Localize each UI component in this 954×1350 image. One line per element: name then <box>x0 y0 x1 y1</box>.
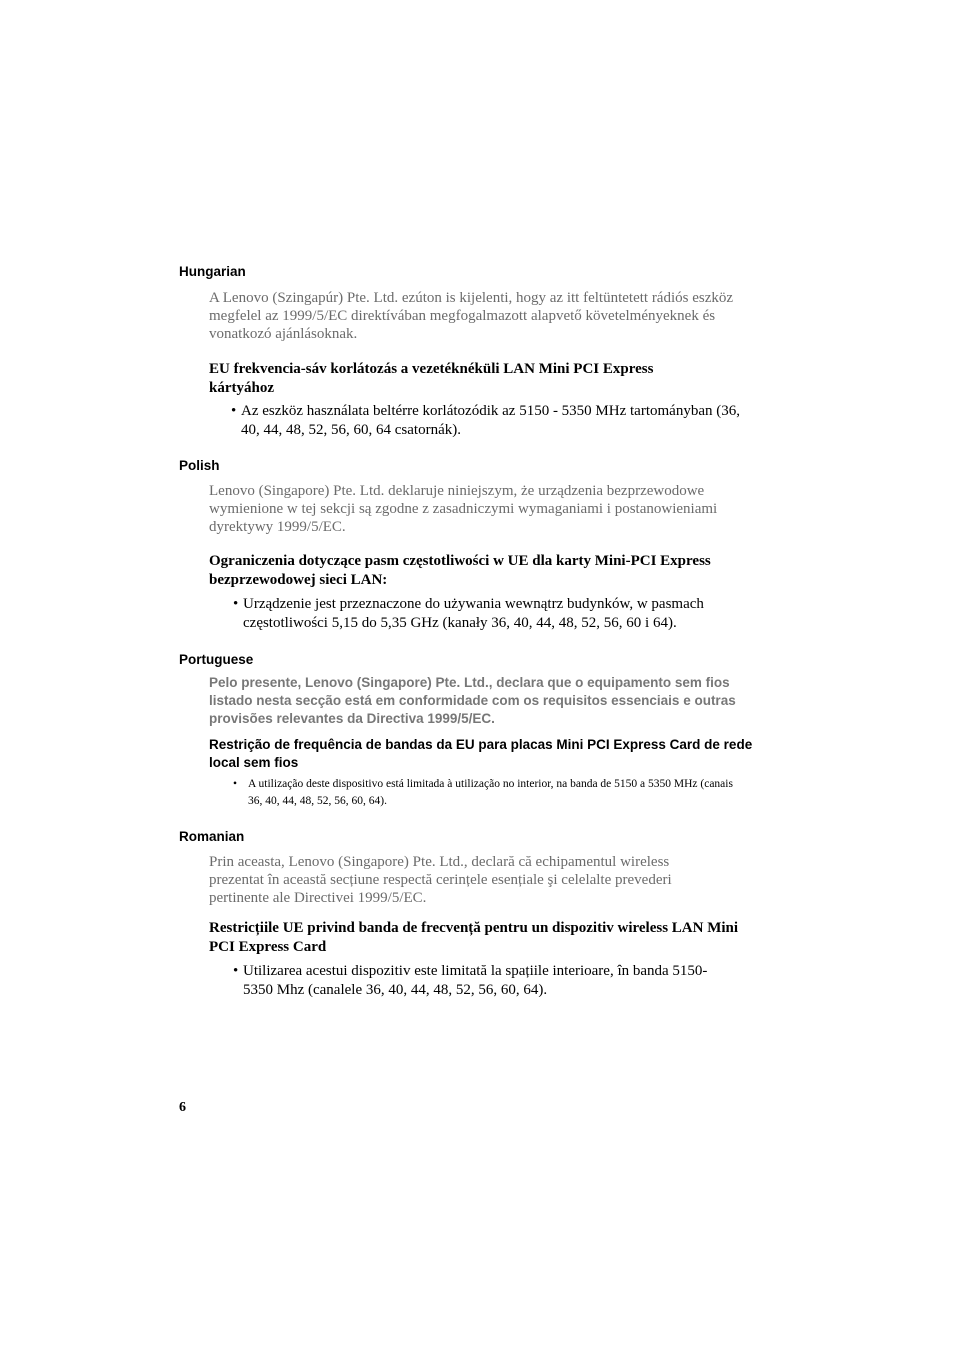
bullet-item-romanian <box>233 962 713 999</box>
page-number: 6 <box>179 1100 186 1115</box>
declaration-portuguese: Pelo presente, Lenovo (Singapore) Pte. Ltd., declara que o equipamento sem fios listado nesta secção está em conformidade com os requisitos essenciais e outras provisões relevantes da Directiva 1999/5/EC. <box>209 675 736 726</box>
bullet-dot: • <box>233 963 239 979</box>
bullet-item-portuguese <box>233 776 748 810</box>
section-heading-portuguese: Portuguese <box>179 652 254 667</box>
bullet-text-romanian: Utilizarea acestui dispozitiv este limitată la spațiile interioare, în banda 5150-5350 Mhz (canalele 36, 40, 44, 48, 52, 56, 60, 64). <box>243 963 708 998</box>
restriction-heading-romanian: Restricțiile UE privind banda de frecvență pentru un dispozitiv wireless LAN Mini PCI Express Card <box>209 920 739 955</box>
bullet-text-polish: Urządzenie jest przeznaczone do używania wewnątrz budynków, w pasmach częstotliwości 5,15 do 5,35 GHz (kanały 36, 40, 44, 48, 52, 56, 60 i 64). <box>243 596 704 631</box>
declaration-hungarian: A Lenovo (Szingapúr) Pte. Ltd. ezúton is kijelenti, hogy az itt feltüntetett rádiós eszköz megfelel az 1999/5/EC direktívában megfogalmazott alapvető követelményeknek és vonatkozó ajánlásoknak. <box>209 290 734 342</box>
bullet-text-portuguese: A utilização deste dispositivo está limitada à utilização no interior, na banda de 5150 a 5350 MHz (canais 36, 40, 44, 48, 52, 56, 60, 64). <box>248 778 733 807</box>
bullet-item-hungarian <box>231 402 761 439</box>
bullet-dot: • <box>231 403 237 419</box>
bullet-text-hungarian: Az eszköz használata beltérre korlátozódik az 5150 - 5350 MHz tartományban (36, 40, 44, 48, 52, 56, 60, 64 csatornák). <box>241 403 740 438</box>
bullet-dot: • <box>233 778 238 790</box>
restriction-heading-portuguese: Restrição de frequência de bandas da EU para placas Mini PCI Express Card de rede local sem fios <box>209 737 753 770</box>
bullet-item-polish <box>233 595 753 632</box>
section-heading-hungarian: Hungarian <box>179 264 246 279</box>
declaration-polish: Lenovo (Singapore) Pte. Ltd. deklaruje niniejszym, że urządzenia bezprzewodowe wymienione w tej sekcji są zgodne z zasadniczymi wymaganiami i postanowieniami dyrektywy 1999/5/EC. <box>209 483 718 535</box>
section-heading-polish: Polish <box>179 458 220 473</box>
declaration-romanian: Prin aceasta, Lenovo (Singapore) Pte. Ltd., declară că echipamentul wireless prezentat în această secțiune respectă cerințele esențiale şi celelalte prevederi pertinente ale Directivei 1999/5/EC. <box>209 854 672 906</box>
bullet-dot: • <box>233 596 239 612</box>
restriction-heading-polish: Ograniczenia dotyczące pasm częstotliwości w UE dla karty Mini-PCI Express bezprzewodowej sieci LAN: <box>209 553 711 588</box>
restriction-heading-hungarian: EU frekvencia-sáv korlátozás a vezetéknéküli LAN Mini PCI Express kártyához <box>209 361 654 396</box>
section-heading-romanian: Romanian <box>179 829 245 844</box>
